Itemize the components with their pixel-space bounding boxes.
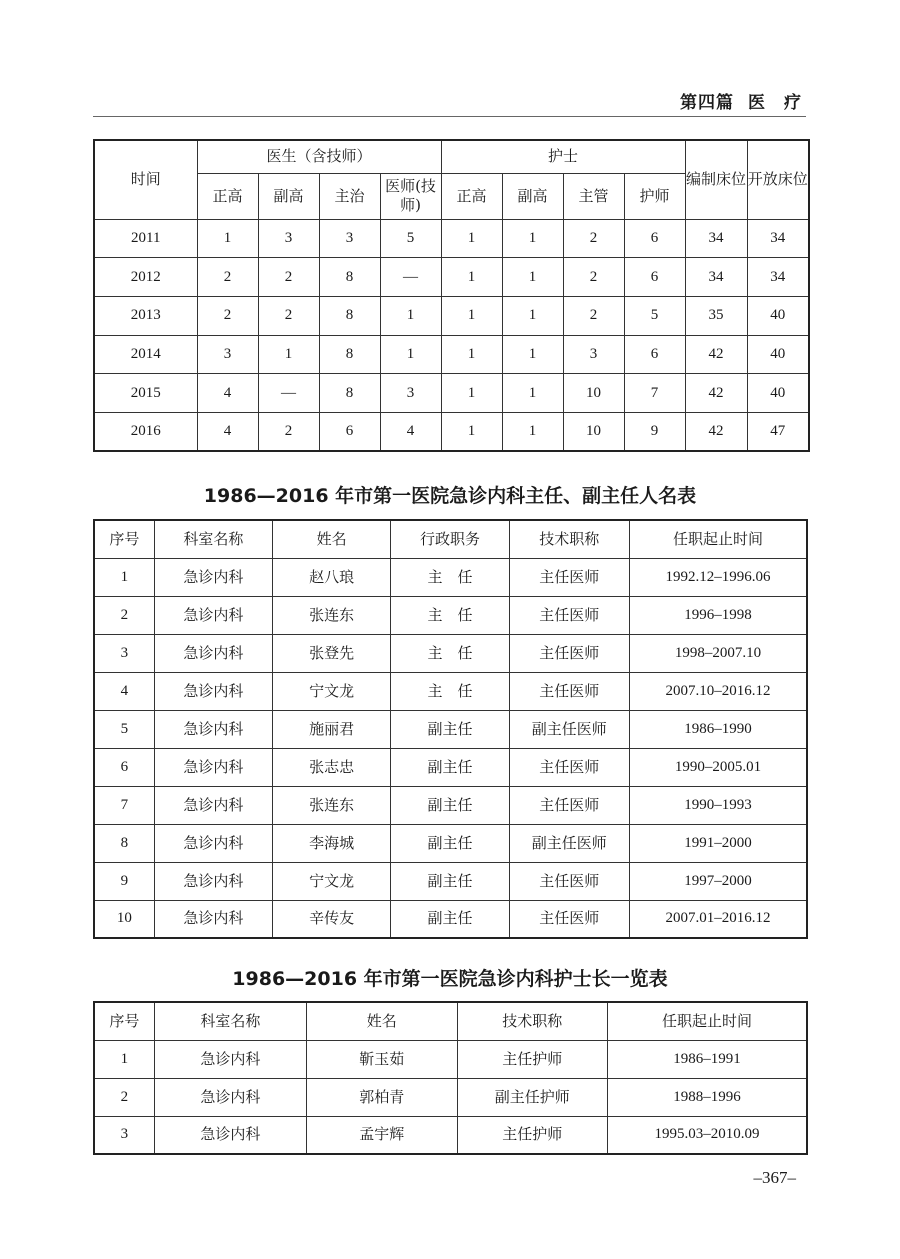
table-cell: 主 任 <box>391 634 509 672</box>
table-cell: 急诊内科 <box>154 596 272 634</box>
table-cell: 急诊内科 <box>154 1116 306 1154</box>
table-cell: 主任护师 <box>457 1116 607 1154</box>
table-cell: 2016 <box>94 412 197 451</box>
table-cell: 主任医师 <box>509 672 629 710</box>
col-group-nurses: 护士 <box>441 140 685 173</box>
table-cell: 急诊内科 <box>154 1078 306 1116</box>
table-cell: 3 <box>380 374 441 413</box>
table-cell: 8 <box>319 335 380 374</box>
table-cell: 7 <box>94 786 154 824</box>
table-cell: 急诊内科 <box>154 824 272 862</box>
table-cell: 4 <box>197 374 258 413</box>
table-cell: 2 <box>197 296 258 335</box>
table-cell: 急诊内科 <box>154 710 272 748</box>
table-cell: 9 <box>624 412 685 451</box>
table-cell: 1 <box>502 374 563 413</box>
col-doctor-physician: 医师(技师) <box>380 173 441 219</box>
table-cell: 2012 <box>94 258 197 297</box>
table-cell: 1988–1996 <box>607 1078 807 1116</box>
table-cell: 副主任 <box>391 900 509 938</box>
table-cell: 1986–1991 <box>607 1040 807 1078</box>
table-cell: 34 <box>747 219 809 258</box>
col-group-doctors: 医生（含技师） <box>197 140 441 173</box>
table-cell: 3 <box>197 335 258 374</box>
table-row <box>94 672 807 710</box>
table-cell: 40 <box>747 335 809 374</box>
table-cell: 1990–1993 <box>629 786 807 824</box>
staff-bed-table <box>93 139 810 452</box>
table-cell: 8 <box>319 258 380 297</box>
table-row <box>94 596 807 634</box>
table-cell: 主任医师 <box>509 596 629 634</box>
table-cell: 1 <box>197 219 258 258</box>
table-cell: 主任医师 <box>509 786 629 824</box>
table-cell: 急诊内科 <box>154 748 272 786</box>
table-cell: 急诊内科 <box>154 900 272 938</box>
table-cell: 张连东 <box>272 596 390 634</box>
table-cell: 1 <box>441 412 502 451</box>
director-table <box>93 519 808 939</box>
table-cell: 1996–1998 <box>629 596 807 634</box>
table-cell: 34 <box>747 258 809 297</box>
table-cell: 主 任 <box>391 558 509 596</box>
table-cell: 4 <box>197 412 258 451</box>
table-cell: 3 <box>94 634 154 672</box>
table-cell: 副主任护师 <box>457 1078 607 1116</box>
table-cell: 主 任 <box>391 672 509 710</box>
table-cell: 1992.12–1996.06 <box>629 558 807 596</box>
table-cell: 1 <box>380 335 441 374</box>
table-cell: 3 <box>563 335 624 374</box>
col-doctor-senior: 正高 <box>197 173 258 219</box>
table-cell: 急诊内科 <box>154 672 272 710</box>
table-row <box>94 634 807 672</box>
table-cell: 5 <box>94 710 154 748</box>
table-cell: 3 <box>319 219 380 258</box>
table-cell: 急诊内科 <box>154 1040 306 1078</box>
running-header <box>680 88 802 113</box>
table-row <box>94 1078 807 1116</box>
table-cell: 副主任 <box>391 710 509 748</box>
table-cell: 10 <box>563 412 624 451</box>
table-cell: 3 <box>94 1116 154 1154</box>
table-cell: 施丽君 <box>272 710 390 748</box>
table-cell: 1 <box>258 335 319 374</box>
table-cell: 主任医师 <box>509 862 629 900</box>
header-part: 第四篇 <box>680 93 734 113</box>
table-cell: 8 <box>94 824 154 862</box>
table-cell: 2 <box>94 1078 154 1116</box>
table-cell: 40 <box>747 296 809 335</box>
table-cell: 6 <box>94 748 154 786</box>
table-cell: 1990–2005.01 <box>629 748 807 786</box>
table-cell: 2011 <box>94 219 197 258</box>
table-row <box>94 296 809 335</box>
table-cell: 5 <box>624 296 685 335</box>
table-cell: 副主任 <box>391 862 509 900</box>
table-row <box>94 1040 807 1078</box>
table-cell: 1 <box>94 1040 154 1078</box>
table-cell: 郭柏青 <box>307 1078 457 1116</box>
table-cell: 5 <box>380 219 441 258</box>
table-cell: 2007.01–2016.12 <box>629 900 807 938</box>
table-cell: 6 <box>319 412 380 451</box>
table-cell: 赵八琅 <box>272 558 390 596</box>
table-cell: 1986–1990 <box>629 710 807 748</box>
table-cell: 靳玉茹 <box>307 1040 457 1078</box>
table-cell: 孟宇辉 <box>307 1116 457 1154</box>
table-cell: 主任护师 <box>457 1040 607 1078</box>
header-rule <box>93 116 806 117</box>
col-time: 时间 <box>94 140 197 219</box>
col-tech-title: 技术职称 <box>509 520 629 558</box>
table-cell: 副主任 <box>391 824 509 862</box>
table-cell: 2 <box>258 258 319 297</box>
table-cell: 40 <box>747 374 809 413</box>
table-cell: 10 <box>563 374 624 413</box>
table-cell: 6 <box>624 258 685 297</box>
table-cell: 42 <box>685 412 747 451</box>
table-cell: 主任医师 <box>509 558 629 596</box>
table-cell: 1 <box>441 335 502 374</box>
table-row <box>94 1116 807 1154</box>
table-row <box>94 786 807 824</box>
table-cell: 主任医师 <box>509 748 629 786</box>
table-cell: 宁文龙 <box>272 672 390 710</box>
table-row <box>94 824 807 862</box>
table-cell: 急诊内科 <box>154 558 272 596</box>
table-cell: 张登先 <box>272 634 390 672</box>
table-row <box>94 710 807 748</box>
table-cell: 2 <box>563 219 624 258</box>
table-cell: 1 <box>380 296 441 335</box>
table-cell: 8 <box>319 296 380 335</box>
table-cell: 2014 <box>94 335 197 374</box>
table-cell: 辛传友 <box>272 900 390 938</box>
table-cell: 2 <box>94 596 154 634</box>
col-index: 序号 <box>94 1002 154 1040</box>
table-cell: 4 <box>94 672 154 710</box>
table-cell: 1 <box>441 258 502 297</box>
col-doctor-attending: 主治 <box>319 173 380 219</box>
table-cell: 35 <box>685 296 747 335</box>
col-department: 科室名称 <box>154 1002 306 1040</box>
table-cell: 急诊内科 <box>154 634 272 672</box>
table-cell: 2 <box>563 258 624 297</box>
page-number: –367– <box>753 1168 796 1187</box>
table-cell: — <box>258 374 319 413</box>
table-cell: 李海城 <box>272 824 390 862</box>
table-cell: 1 <box>502 219 563 258</box>
table-cell: 3 <box>258 219 319 258</box>
table-cell: 34 <box>685 219 747 258</box>
table-row <box>94 335 809 374</box>
table-cell: 主 任 <box>391 596 509 634</box>
table-cell: 2013 <box>94 296 197 335</box>
col-tech-title: 技术职称 <box>457 1002 607 1040</box>
col-index: 序号 <box>94 520 154 558</box>
table-cell: 2007.10–2016.12 <box>629 672 807 710</box>
col-department: 科室名称 <box>154 520 272 558</box>
table-cell: 10 <box>94 900 154 938</box>
table-cell: 8 <box>319 374 380 413</box>
table-cell: 张志忠 <box>272 748 390 786</box>
table-cell: 6 <box>624 335 685 374</box>
table-cell: 宁文龙 <box>272 862 390 900</box>
table-cell: 1 <box>502 412 563 451</box>
table-cell: 主任医师 <box>509 634 629 672</box>
table-cell: 4 <box>380 412 441 451</box>
table-cell: 1 <box>502 335 563 374</box>
table-cell: 1 <box>441 374 502 413</box>
table-cell: 1997–2000 <box>629 862 807 900</box>
table-cell: 主任医师 <box>509 900 629 938</box>
col-tenure: 任职起止时间 <box>607 1002 807 1040</box>
table-cell: 1998–2007.10 <box>629 634 807 672</box>
table-cell: 1 <box>441 219 502 258</box>
col-planned-beds: 编制床位 <box>685 140 747 219</box>
head-nurse-table <box>93 1001 808 1155</box>
col-nurse-associate: 副高 <box>502 173 563 219</box>
table-cell: 1995.03–2010.09 <box>607 1116 807 1154</box>
head-nurse-table-title: 1986—2016 年市第一医院急诊内科护士长一览表 <box>232 968 668 990</box>
table-cell: 1 <box>441 296 502 335</box>
table-cell: 6 <box>624 219 685 258</box>
col-open-beds: 开放床位 <box>747 140 809 219</box>
table-cell: 副主任医师 <box>509 824 629 862</box>
col-admin-position: 行政职务 <box>391 520 509 558</box>
table-cell: 1 <box>502 296 563 335</box>
table-row <box>94 412 809 451</box>
table-cell: 副主任 <box>391 786 509 824</box>
table-cell: 副主任医师 <box>509 710 629 748</box>
table-row <box>94 748 807 786</box>
col-name: 姓名 <box>272 520 390 558</box>
table-cell: 42 <box>685 335 747 374</box>
col-nurse-supervisor: 主管 <box>563 173 624 219</box>
col-name: 姓名 <box>307 1002 457 1040</box>
table-cell: — <box>380 258 441 297</box>
table-row <box>94 219 809 258</box>
table-row <box>94 900 807 938</box>
table-row <box>94 558 807 596</box>
table-cell: 47 <box>747 412 809 451</box>
table-row <box>94 258 809 297</box>
table-cell: 1991–2000 <box>629 824 807 862</box>
table-cell: 1 <box>502 258 563 297</box>
table-cell: 42 <box>685 374 747 413</box>
col-doctor-associate: 副高 <box>258 173 319 219</box>
col-nurse-senior: 正高 <box>441 173 502 219</box>
table-cell: 2 <box>258 296 319 335</box>
table-row <box>94 862 807 900</box>
col-nurse-practitioner: 护师 <box>624 173 685 219</box>
header-chapter: 医 疗 <box>748 93 802 113</box>
table-cell: 急诊内科 <box>154 786 272 824</box>
table-cell: 7 <box>624 374 685 413</box>
table-cell: 34 <box>685 258 747 297</box>
table-cell: 2015 <box>94 374 197 413</box>
table-cell: 2 <box>563 296 624 335</box>
director-table-title: 1986—2016 年市第一医院急诊内科主任、副主任人名表 <box>203 485 697 507</box>
table-cell: 1 <box>94 558 154 596</box>
table-cell: 急诊内科 <box>154 862 272 900</box>
col-tenure: 任职起止时间 <box>629 520 807 558</box>
table-row <box>94 374 809 413</box>
table-cell: 2 <box>197 258 258 297</box>
table-cell: 9 <box>94 862 154 900</box>
table-cell: 副主任 <box>391 748 509 786</box>
table-cell: 2 <box>258 412 319 451</box>
table-cell: 张连东 <box>272 786 390 824</box>
